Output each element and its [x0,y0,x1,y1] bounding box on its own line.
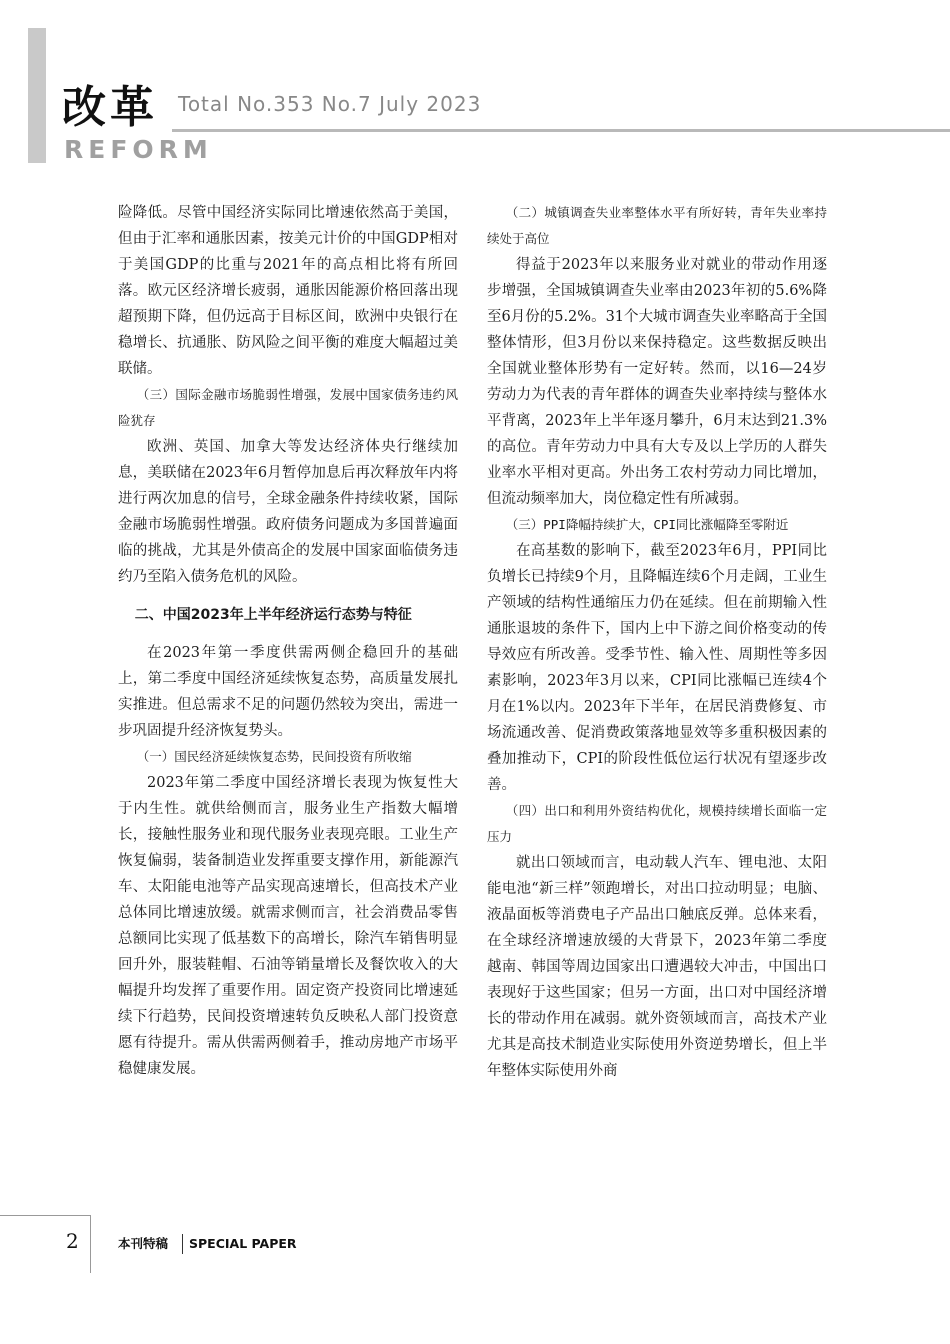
journal-title-en: REFORM [64,135,213,164]
subheading: （四）出口和利用外资结构优化，规模持续增长面临一定压力 [487,803,827,844]
paragraph: 得益于2023年以来服务业对就业的带动作用逐步增强，全国城镇调查失业率由2023年初的5.6%降至6月份的5.2%。31个大城市调查失业率略高于全国整体情形，但3月份以来保持稳定。这些数据反映出全国就业整体形势有一定好转。然而，以16—24岁劳动力为代表的青年群体的调查失业率持续与整体水平背离，2023年上半年逐月攀升，6月末达到21.3%的高位。青年劳动力中具有大专及以上学历的人群失业率水平相对更高。外出务工农村劳动力同比增加，但流动频率加大，岗位稳定性有所减弱。 [487,257,828,507]
paragraph: 在高基数的影响下，截至2023年6月，PPI同比负增长已持续9个月，且降幅连续6个月走阔，工业生产领域的结构性通缩压力仍在延续。但在前期输入性通胀退坡的条件下，国内上中下游之间价格变动的传导效应有所改善。受季节性、输入性、周期性等多因素影响，2023年3月以来，CPI同比涨幅已连续4个月在1%以内。2023年下半年，在居民消费修复、市场流通改善、促消费政策落地显效等多重积极因素的叠加推动下，CPI的阶段性低位运行状况有望逐步改善。 [487,543,827,793]
footer-separator [182,1234,183,1254]
paragraph: 2023年第二季度中国经济增长表现为恢复性大于内生性。就供给侧而言，服务业生产指数大幅增长，接触性服务业和现代服务业表现亮眼。工业生产恢复偏弱，装备制造业发挥重要支撑作用，新能源汽车、太阳能电池等产品实现高速增长，但高技术产业总体同比增速放缓。就需求侧而言，社会消费品零售总额同比实现了低基数下的高增长，除汽车销售明显回升外，服装鞋帽、石油等销量增长及餐饮收入的大幅提升均发挥了重要作用。固定资产投资同比增速延续下行趋势，民间投资增速转负反映私人部门投资意愿有待提升。需从供需两侧着手，推动房地产市场平稳健康发展。 [118,775,458,1077]
subheading: （三）国际金融市场脆弱性增强，发展中国家债务违约风险犹存 [118,387,458,428]
header-rule [172,129,950,132]
header-accent-bar [28,28,46,163]
section-heading: 二、中国2023年上半年经济运行态势与特征 [134,607,412,623]
paragraph-continued: 险降低。尽管中国经济实际同比增速依然高于美国，但由于汇率和通胀因素，按美元计价的中国GDP相对于美国GDP的比重与2021年的高点相比将有所回落。欧元区经济增长疲弱，通胀因能源价格回落出现超预期下降，但仍远高于目标区间，欧洲中央银行在稳增长、抗通胀、防风险之间平衡的难度大幅超过美联储。 [118,205,458,377]
right-column [487,200,827,1084]
subheading: （三）PPI降幅持续扩大，CPI同比涨幅降至零附近 [505,517,789,532]
footer-rule-vertical [90,1215,91,1273]
paragraph: 欧洲、英国、加拿大等发达经济体央行继续加息，美联储在2023年6月暂停加息后再次释放年内将进行两次加息的信号，全球金融条件持续收紧，国际金融市场脆弱性增强。政府债务问题成为多国普遍面临的挑战，尤其是外债高企的发展中国家面临债务违约乃至陷入债务危机的风险。 [118,439,458,585]
left-column [118,200,458,1082]
journal-title: 改革 [62,82,158,133]
paragraph: 就出口领域而言，电动载人汽车、锂电池、太阳能电池“新三样”领跑增长，对出口拉动明显；电脑、液晶面板等消费电子产品出口触底反弹。总体来看，在全球经济增速放缓的大背景下，2023年第二季度越南、韩国等周边国家出口遭遇较大冲击，中国出口表现好于这些国家；但另一方面，出口对中国经济增长的带动作用在减弱。就外资领域而言，高技术产业尤其是高技术制造业实际使用外资逆势增长，但上半年整体实际使用外商 [487,855,827,1079]
footer-rule [0,1215,90,1216]
subheading: （一）国民经济延续恢复态势，民间投资有所收缩 [136,749,412,764]
page-number: 2 [66,1229,79,1253]
subheading: （二）城镇调查失业率整体水平有所好转，青年失业率持续处于高位 [487,205,827,246]
section-label: 本刊特稿 [118,1236,169,1251]
section-label-en: SPECIAL PAPER [189,1236,297,1251]
paragraph: 在2023年第一季度供需两侧企稳回升的基础上，第二季度中国经济延续恢复态势，高质量发展扎实推进。但总需求不足的问题仍然较为突出，需进一步巩固提升经济恢复势头。 [118,645,458,739]
issue-info: Total No.353 No.7 July 2023 [178,92,482,116]
